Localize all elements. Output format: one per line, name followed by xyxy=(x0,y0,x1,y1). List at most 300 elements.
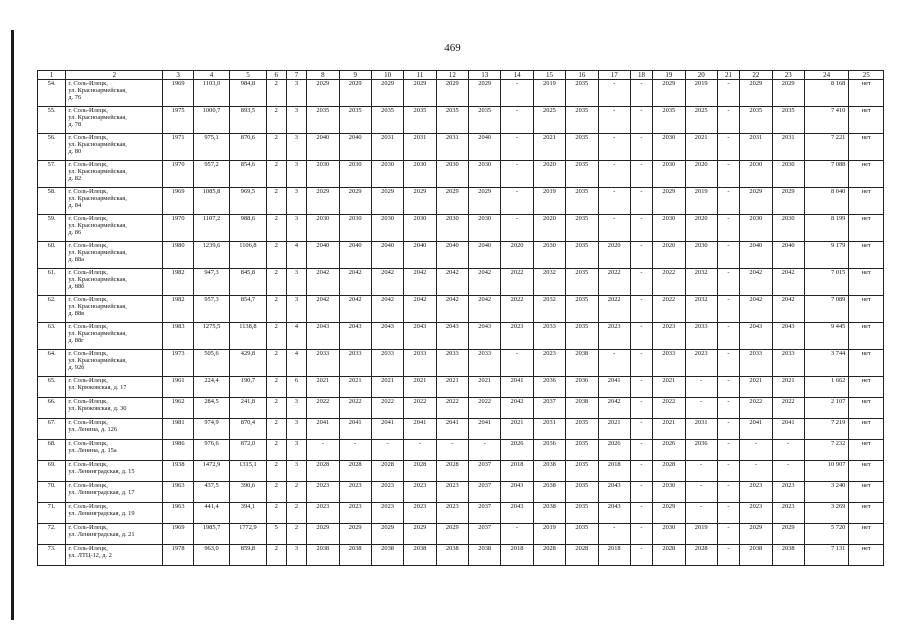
table-cell: 2042 xyxy=(501,398,533,419)
table-cell: 2042 xyxy=(339,269,371,296)
table-cell: 2023 xyxy=(371,503,403,524)
row-number-cell: 72. xyxy=(38,524,66,545)
table-cell: 2021 xyxy=(371,377,403,398)
column-header: 2 xyxy=(66,71,163,80)
table-cell: 2019 xyxy=(685,80,717,107)
table-cell: 2029 xyxy=(772,80,804,107)
address-cell xyxy=(66,482,163,503)
table-cell: - xyxy=(501,215,533,242)
table-cell: 2023 xyxy=(371,482,403,503)
table-cell: - xyxy=(630,350,652,377)
table-row xyxy=(38,188,884,215)
table-cell: - xyxy=(598,80,630,107)
table-cell: 3 xyxy=(286,398,306,419)
table-cell: - xyxy=(685,482,717,503)
address-cell xyxy=(66,215,163,242)
table-cell: 2035 xyxy=(566,215,598,242)
table-cell: 2040 xyxy=(469,134,501,161)
table-cell: 2022 xyxy=(598,269,630,296)
table-cell: 2032 xyxy=(685,296,717,323)
table-cell: 2023 xyxy=(339,482,371,503)
table-cell: 2030 xyxy=(685,242,717,269)
table-cell: 2042 xyxy=(371,269,403,296)
table-cell: 2023 xyxy=(307,503,339,524)
table-cell: 2031 xyxy=(772,134,804,161)
table-cell: 284,5 xyxy=(193,398,229,419)
table-cell: 2042 xyxy=(339,296,371,323)
address-cell xyxy=(66,161,163,188)
address-line: г. Соль-Илецк, xyxy=(68,524,108,531)
column-header: 9 xyxy=(339,71,371,80)
table-cell: 2041 xyxy=(598,377,630,398)
table-cell: - xyxy=(630,440,652,461)
table-cell: 2029 xyxy=(772,188,804,215)
table-cell: - xyxy=(717,242,739,269)
table-cell: 2023 xyxy=(653,323,685,350)
address-line: д. 88в xyxy=(68,310,85,317)
table-cell: 1985,7 xyxy=(193,524,229,545)
table-cell: 2021 xyxy=(653,419,685,440)
table-cell: 2022 xyxy=(501,296,533,323)
table-cell: 2023 xyxy=(772,482,804,503)
table-cell: 2025 xyxy=(533,107,565,134)
table-cell: 2028 xyxy=(307,461,339,482)
table-cell: 2043 xyxy=(740,323,772,350)
table-cell: - xyxy=(501,161,533,188)
table-cell: 2035 xyxy=(566,524,598,545)
row-number-cell: 66. xyxy=(38,398,66,419)
table-cell: нет xyxy=(849,440,884,461)
address-line: д. 92б xyxy=(68,364,85,371)
table-cell: нет xyxy=(849,545,884,566)
table-cell: 2022 xyxy=(404,398,436,419)
table-cell: 3 xyxy=(286,296,306,323)
table-cell: 2023 xyxy=(501,323,533,350)
table-cell: 2038 xyxy=(339,545,371,566)
table-cell: 6 xyxy=(286,377,306,398)
table-cell: 2023 xyxy=(533,350,565,377)
table-cell: 1961 xyxy=(163,377,193,398)
table-cell: 2023 xyxy=(307,482,339,503)
table-cell: 2038 xyxy=(772,545,804,566)
table-cell: 2020 xyxy=(533,215,565,242)
table-cell: 2030 xyxy=(307,161,339,188)
table-cell: 2035 xyxy=(653,107,685,134)
table-cell: 2040 xyxy=(307,134,339,161)
table-cell: 2029 xyxy=(740,188,772,215)
table-cell: - xyxy=(630,134,652,161)
table-cell: 2029 xyxy=(436,188,468,215)
table-cell: 2 xyxy=(266,242,286,269)
table-cell: 2033 xyxy=(740,350,772,377)
address-line: ул. Ленинградская, д. 19 xyxy=(68,510,135,517)
table-cell: 4 xyxy=(286,242,306,269)
row-number-cell: 54. xyxy=(38,80,66,107)
table-cell: 1982 xyxy=(163,296,193,323)
address-line: г. Соль-Илецк, xyxy=(68,161,108,168)
address-line: д. 78 xyxy=(68,121,82,128)
table-cell: 2 xyxy=(266,188,286,215)
row-number-cell: 70. xyxy=(38,482,66,503)
address-line: ул. Красноармейская, xyxy=(68,141,127,148)
table-cell: 8 199 xyxy=(804,215,849,242)
table-cell: 872,0 xyxy=(230,440,266,461)
table-cell: 2033 xyxy=(653,350,685,377)
table-cell: нет xyxy=(849,350,884,377)
table-row xyxy=(38,545,884,566)
table-cell: 1975 xyxy=(163,107,193,134)
address-line: д. 86 xyxy=(68,229,82,236)
table-cell: 963,0 xyxy=(193,545,229,566)
table-row xyxy=(38,161,884,188)
table-cell: - xyxy=(740,440,772,461)
table-cell: 2 xyxy=(266,215,286,242)
address-cell xyxy=(66,323,163,350)
table-cell: 2029 xyxy=(772,524,804,545)
table-cell: 969,5 xyxy=(230,188,266,215)
table-cell: 2031 xyxy=(436,134,468,161)
table-cell: 2042 xyxy=(598,398,630,419)
table-cell: 1986 xyxy=(163,440,193,461)
table-cell: 2036 xyxy=(685,440,717,461)
address-cell xyxy=(66,188,163,215)
address-line: г. Соль-Илецк, xyxy=(68,461,108,468)
table-cell: 3 xyxy=(286,545,306,566)
table-cell: 2 xyxy=(266,161,286,188)
table-cell: - xyxy=(630,323,652,350)
table-cell: 2042 xyxy=(469,296,501,323)
table-cell: 2041 xyxy=(404,419,436,440)
table-cell: 2022 xyxy=(740,398,772,419)
table-cell: 2023 xyxy=(436,482,468,503)
column-header: 5 xyxy=(230,71,266,80)
table-cell: - xyxy=(501,524,533,545)
table-cell: 1103,0 xyxy=(193,80,229,107)
table-row xyxy=(38,296,884,323)
table-cell: 2022 xyxy=(371,398,403,419)
table-cell: 2043 xyxy=(598,482,630,503)
table-cell: 2035 xyxy=(436,107,468,134)
table-cell: 7 015 xyxy=(804,269,849,296)
table-cell: 2029 xyxy=(436,80,468,107)
table-cell: - xyxy=(501,350,533,377)
row-number-cell: 64. xyxy=(38,350,66,377)
table-cell: 1963 xyxy=(163,503,193,524)
table-cell: 1239,6 xyxy=(193,242,229,269)
table-cell: - xyxy=(630,161,652,188)
table-cell: 2029 xyxy=(307,188,339,215)
table-cell: нет xyxy=(849,296,884,323)
table-cell: 2029 xyxy=(653,188,685,215)
table-cell: 988,6 xyxy=(230,215,266,242)
table-cell: 2033 xyxy=(685,323,717,350)
table-cell: 2043 xyxy=(436,323,468,350)
table-cell: 2042 xyxy=(740,269,772,296)
table-cell: 2 xyxy=(266,269,286,296)
table-cell: - xyxy=(772,440,804,461)
table-cell: 2028 xyxy=(404,461,436,482)
table-cell: 1970 xyxy=(163,215,193,242)
address-line: г. Соль-Илецк, xyxy=(68,188,108,195)
table-cell: 2030 xyxy=(404,215,436,242)
table-cell: 2026 xyxy=(501,440,533,461)
table-cell: 2021 xyxy=(501,419,533,440)
table-cell: 2 xyxy=(266,482,286,503)
housing-register-table xyxy=(37,70,884,566)
table-cell: 1315,1 xyxy=(230,461,266,482)
row-number-cell: 65. xyxy=(38,377,66,398)
address-cell xyxy=(66,398,163,419)
table-cell: - xyxy=(469,440,501,461)
address-cell xyxy=(66,503,163,524)
table-cell: 2019 xyxy=(533,188,565,215)
table-cell: 2041 xyxy=(772,419,804,440)
table-cell: 2022 xyxy=(501,269,533,296)
table-cell: 1971 xyxy=(163,134,193,161)
table-cell: 2033 xyxy=(469,350,501,377)
table-cell: 2040 xyxy=(339,134,371,161)
table-cell: 2029 xyxy=(339,80,371,107)
table-cell: 1981 xyxy=(163,419,193,440)
table-cell: 2022 xyxy=(436,398,468,419)
table-cell: - xyxy=(717,215,739,242)
column-header: 3 xyxy=(163,71,193,80)
table-cell: - xyxy=(436,440,468,461)
table-cell: - xyxy=(717,161,739,188)
table-cell: 2018 xyxy=(598,461,630,482)
table-cell: 975,1 xyxy=(193,134,229,161)
address-line: г. Соль-Илецк, xyxy=(68,242,108,249)
table-cell: - xyxy=(501,134,533,161)
table-cell: 2021 xyxy=(436,377,468,398)
column-header: 1 xyxy=(38,71,66,80)
table-cell: 2038 xyxy=(371,545,403,566)
table-cell: - xyxy=(598,215,630,242)
table-cell: 2026 xyxy=(598,440,630,461)
table-cell: 2019 xyxy=(685,524,717,545)
table-cell: 2022 xyxy=(653,398,685,419)
table-cell: 7 088 xyxy=(804,161,849,188)
table-cell: 2033 xyxy=(772,350,804,377)
table-cell: 2036 xyxy=(533,377,565,398)
column-header: 7 xyxy=(286,71,306,80)
table-cell: 7 131 xyxy=(804,545,849,566)
scan-edge-bar xyxy=(11,30,14,620)
table-cell: 2 xyxy=(266,377,286,398)
table-cell: 2029 xyxy=(469,188,501,215)
column-header: 8 xyxy=(307,71,339,80)
table-cell: 957,3 xyxy=(193,296,229,323)
table-cell: - xyxy=(501,107,533,134)
table-cell: 2032 xyxy=(685,269,717,296)
address-cell xyxy=(66,107,163,134)
table-cell: 2022 xyxy=(653,296,685,323)
table-cell: 2030 xyxy=(772,161,804,188)
table-cell: 2023 xyxy=(740,503,772,524)
row-number-cell: 59. xyxy=(38,215,66,242)
table-cell: - xyxy=(630,107,652,134)
table-cell: 4 xyxy=(286,323,306,350)
table-cell: 2023 xyxy=(740,482,772,503)
table-cell: 2029 xyxy=(339,188,371,215)
address-line: ул. Красноармейская, xyxy=(68,357,127,364)
address-line: ул. Красноармейская, xyxy=(68,168,127,175)
table-cell: 2022 xyxy=(307,398,339,419)
table-cell: - xyxy=(630,398,652,419)
table-cell: 2020 xyxy=(598,242,630,269)
address-line: г. Соль-Илецк, xyxy=(68,134,108,141)
column-header: 20 xyxy=(685,71,717,80)
table-cell: 974,9 xyxy=(193,419,229,440)
table-cell: 947,3 xyxy=(193,269,229,296)
table-cell: 2 xyxy=(266,323,286,350)
table-cell: - xyxy=(717,482,739,503)
address-line: ул. Крюковская, д. 17 xyxy=(68,384,127,391)
table-cell: 2030 xyxy=(653,134,685,161)
table-cell: нет xyxy=(849,188,884,215)
table-cell: 2041 xyxy=(501,377,533,398)
table-cell: - xyxy=(772,461,804,482)
column-header: 16 xyxy=(566,71,598,80)
address-line: г. Соль-Илецк, xyxy=(68,545,108,552)
table-cell: 1106,8 xyxy=(230,242,266,269)
row-number-cell: 67. xyxy=(38,419,66,440)
table-cell: 2035 xyxy=(566,242,598,269)
table-cell: 505,6 xyxy=(193,350,229,377)
table-cell: 2042 xyxy=(436,269,468,296)
address-line: г. Соль-Илецк, xyxy=(68,269,108,276)
table-cell: 2030 xyxy=(371,161,403,188)
column-header: 10 xyxy=(371,71,403,80)
table-cell: 2022 xyxy=(598,296,630,323)
table-cell: 2035 xyxy=(371,107,403,134)
address-line: д. 84 xyxy=(68,202,82,209)
address-line: г. Соль-Илецк, xyxy=(68,377,108,384)
table-cell: 854,6 xyxy=(230,161,266,188)
table-cell: 2035 xyxy=(566,80,598,107)
address-cell xyxy=(66,296,163,323)
table-cell: 2038 xyxy=(404,545,436,566)
table-cell: - xyxy=(717,269,739,296)
table-cell: 7 410 xyxy=(804,107,849,134)
table-cell: 1275,5 xyxy=(193,323,229,350)
address-line: д. 82 xyxy=(68,175,82,182)
address-line: ул. ЛТЦ-12, д. 2 xyxy=(68,552,112,559)
table-cell: - xyxy=(630,269,652,296)
table-cell: 1983 xyxy=(163,323,193,350)
table-cell: - xyxy=(717,503,739,524)
table-cell: - xyxy=(717,398,739,419)
table-cell: 2033 xyxy=(307,350,339,377)
table-cell: 2021 xyxy=(685,134,717,161)
table-cell: 2037 xyxy=(469,482,501,503)
table-cell: 2028 xyxy=(533,545,565,566)
table-cell: - xyxy=(598,161,630,188)
table-cell: 2041 xyxy=(371,419,403,440)
table-cell: 893,5 xyxy=(230,107,266,134)
table-cell: - xyxy=(598,188,630,215)
address-line: ул. Красноармейская, xyxy=(68,330,127,337)
table-cell: 2028 xyxy=(339,461,371,482)
address-line: ул. Красноармейская, xyxy=(68,87,127,94)
table-cell: 5 xyxy=(266,524,286,545)
table-cell: 2031 xyxy=(740,134,772,161)
table-cell: 2028 xyxy=(685,545,717,566)
table-cell: - xyxy=(717,461,739,482)
table-cell: 2043 xyxy=(339,323,371,350)
table-cell: - xyxy=(598,350,630,377)
table-cell: 2041 xyxy=(339,419,371,440)
table-cell: 2035 xyxy=(566,296,598,323)
table-row xyxy=(38,419,884,440)
table-cell: 2033 xyxy=(404,350,436,377)
table-cell: - xyxy=(717,440,739,461)
table-cell: 2 xyxy=(266,350,286,377)
table-cell: 2 107 xyxy=(804,398,849,419)
table-cell: 2042 xyxy=(772,269,804,296)
table-cell: 2019 xyxy=(533,80,565,107)
table-cell: 2036 xyxy=(533,440,565,461)
table-cell: 2029 xyxy=(653,503,685,524)
table-cell: 2023 xyxy=(339,503,371,524)
table-cell: 2040 xyxy=(772,242,804,269)
table-cell: 2042 xyxy=(404,269,436,296)
table-cell: 2043 xyxy=(404,323,436,350)
table-cell: 2033 xyxy=(533,323,565,350)
table-cell: 2018 xyxy=(501,461,533,482)
table-cell: 3 744 xyxy=(804,350,849,377)
table-cell: 2 xyxy=(266,503,286,524)
table-cell: 976,6 xyxy=(193,440,229,461)
table-cell: 390,6 xyxy=(230,482,266,503)
table-cell: 2042 xyxy=(307,296,339,323)
table-cell: 2038 xyxy=(740,545,772,566)
table-cell: - xyxy=(371,440,403,461)
table-cell: 241,8 xyxy=(230,398,266,419)
address-line: ул. Крюковская, д. 30 xyxy=(68,405,127,412)
table-cell: 3 xyxy=(286,107,306,134)
address-line: ул. Красноармейская, xyxy=(68,276,127,283)
table-cell: 2035 xyxy=(566,107,598,134)
table-row xyxy=(38,269,884,296)
table-cell: 2042 xyxy=(371,296,403,323)
table-cell: 2021 xyxy=(740,377,772,398)
table-cell: 2038 xyxy=(307,545,339,566)
table-cell: - xyxy=(740,461,772,482)
table-cell: - xyxy=(717,545,739,566)
table-cell: - xyxy=(630,188,652,215)
table-cell: 2021 xyxy=(469,377,501,398)
table-cell: 1969 xyxy=(163,80,193,107)
column-header: 11 xyxy=(404,71,436,80)
table-cell: 2030 xyxy=(740,215,772,242)
table-cell: 2038 xyxy=(436,545,468,566)
column-header: 18 xyxy=(630,71,652,80)
column-header: 4 xyxy=(193,71,229,80)
table-cell: 2040 xyxy=(740,242,772,269)
table-cell: - xyxy=(685,398,717,419)
table-cell: 2022 xyxy=(339,398,371,419)
address-line: ул. Ленинградская, д. 17 xyxy=(68,489,135,496)
table-row xyxy=(38,323,884,350)
table-cell: 4 xyxy=(286,350,306,377)
column-header: 25 xyxy=(849,71,884,80)
address-line: д. 80 xyxy=(68,148,82,155)
header-row xyxy=(38,71,884,80)
table-cell: 3 xyxy=(286,161,306,188)
table-cell: 2 xyxy=(266,545,286,566)
column-header: 13 xyxy=(469,71,501,80)
